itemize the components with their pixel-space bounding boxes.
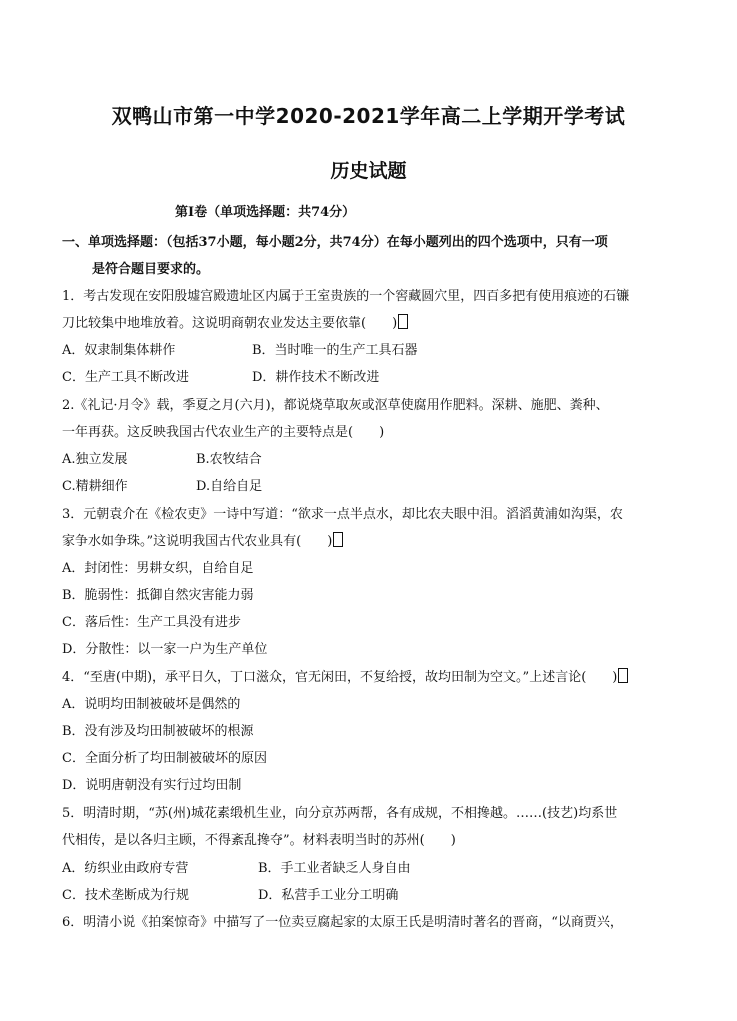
q4-stem-1: 4．“至唐(中期)，承平日久，丁口滋众，官无闲田，不复给授，故均田制为空文。”上述言论( )	[62, 670, 618, 685]
q4-option-b: B．没有涉及均田制被破坏的根源	[62, 724, 254, 739]
q2-option-d: D.自给自足	[196, 479, 263, 494]
q1-option-b: B．当时唯一的生产工具石器	[252, 343, 418, 358]
q5-stem-2: 代相传，是以各归主顾，不得紊乱搀夺”。材料表明当时的苏州( )	[62, 833, 456, 848]
q6-stem-1: 6．明清小说《拍案惊奇》中描写了一位卖豆腐起家的太原王氏是明清时著名的晋商，“以商贾兴，	[62, 915, 623, 930]
q3-stem-2-wrap	[62, 530, 343, 549]
q3-option-a: A．封闭性：男耕女织，自给自足	[62, 561, 254, 576]
q4-option-d: D．说明唐朝没有实行过均田制	[62, 778, 242, 793]
q4-option-a: A．说明均田制被破坏是偶然的	[62, 697, 241, 712]
exam-title: 双鸭山市第一中学2020-2021学年高二上学期开学考试	[111, 104, 626, 128]
q2-stem-1: 2.《礼记·月令》载，季夏之月(六月)，都说烧草取灰或沤草使腐用作肥料。深耕、施肥、粪种、	[62, 398, 609, 413]
placeholder-box-icon	[398, 314, 408, 329]
q1-stem-2: 刀比较集中地堆放着。这说明商朝农业发达主要依靠( )	[62, 316, 398, 331]
q5-option-a: A．纺织业由政府专营	[62, 861, 189, 876]
q5-option-c: C．技术垄断成为行规	[62, 888, 189, 903]
q2-stem-2: 一年再获。这反映我国古代农业生产的主要特点是( )	[62, 425, 385, 440]
q1-stem-1: 1．考古发现在安阳殷墟宫殿遗址区内属于王室贵族的一个窖藏圆穴里，四百多把有使用痕迹的石镰	[62, 289, 630, 304]
placeholder-box-icon	[333, 532, 343, 547]
q3-option-c: C．落后性：生产工具没有进步	[62, 615, 241, 630]
volume-heading: 第Ⅰ卷（单项选择题：共74分）	[175, 205, 356, 220]
q4-option-c: C．全面分析了均田制被破坏的原因	[62, 751, 267, 766]
instruction-line-1: 一、单项选择题：（包括37小题，每小题2分，共74分）在每小题列出的四个选项中，只有一项	[62, 235, 608, 250]
q1-stem-2-wrap	[62, 312, 408, 331]
q5-stem-1: 5．明清时期，“苏(州)城花素缎机生业，向分京苏两帮，各有成规，不相搀越。……(技艺)均系世	[62, 806, 618, 821]
q3-option-b: B．脆弱性：抵御自然灾害能力弱	[62, 588, 254, 603]
q4-stem-1-wrap	[62, 666, 628, 685]
q3-option-d: D．分散性：以一家一户为生产单位	[62, 642, 268, 657]
q3-stem-1: 3．元朝袁介在《检农吏》一诗中写道：“欲求一点半点水，却比农夫眼中泪。滔滔黄浦如沟渠，农	[62, 507, 623, 522]
q5-option-b: B．手工业者缺乏人身自由	[258, 861, 411, 876]
q1-option-c: C．生产工具不断改进	[62, 370, 189, 385]
q1-option-a: A．奴隶制集体耕作	[62, 343, 176, 358]
q2-option-b: B.农牧结合	[196, 452, 262, 467]
instruction-line-2: 是符合题目要求的。	[92, 262, 210, 277]
q2-option-c: C.精耕细作	[62, 479, 128, 494]
placeholder-box-icon	[618, 668, 628, 683]
q1-option-d: D．耕作技术不断改进	[252, 370, 380, 385]
q2-option-a: A.独立发展	[62, 452, 128, 467]
q5-option-d: D．私营手工业分工明确	[258, 888, 399, 903]
q3-stem-2: 家争水如争珠。”这说明我国古代农业具有( )	[62, 534, 333, 549]
exam-subtitle: 历史试题	[330, 160, 407, 182]
